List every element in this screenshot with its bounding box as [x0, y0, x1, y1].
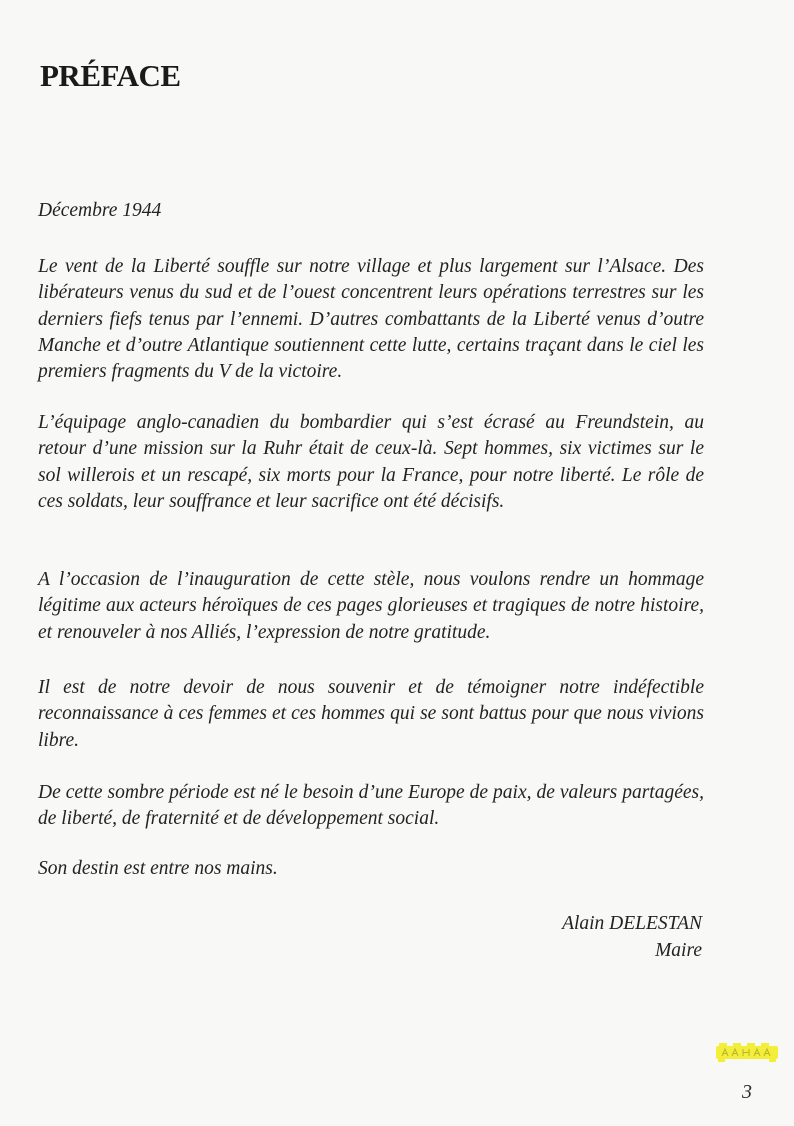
paragraph-5: De cette sombre période est né le besoin d’une Europe de paix, de valeurs partagées, de liberté, de fraternité et de développement social. [38, 782, 704, 830]
signature-block [562, 910, 702, 964]
page-title: PRÉFACE [40, 58, 181, 93]
signature-name: Alain DELESTAN [562, 913, 702, 934]
paragraph-6: Son destin est entre nos mains. [38, 858, 278, 879]
paragraph-1: Le vent de la Liberté souffle sur notre village et plus largement sur l’Alsace. Des libérateurs venus du sud et de l’ouest concentrent leurs opérations terrestres sur les derniers fiefs tenus par l’ennemi. D’autres combattants de la Liberté venus d’outre Manche et d’outre Atlantique soutiennent cette lutte, certains traçant dans le ciel les premiers fragments du V de la victoire. [38, 256, 704, 383]
signature-role: Maire [655, 940, 702, 961]
paragraph-2: L’équipage anglo-canadien du bombardier qui s’est écrasé au Freundstein, au retour d’une mission sur la Ruhr était de ceux-là. Sept hommes, six victimes sur le sol willerois et un rescapé, six morts pour la France, pour notre liberté. Le rôle de ces soldats, leur souffrance et leur sacrifice ont été décisifs. [38, 412, 704, 512]
paragraph-3: A l’occasion de l’inauguration de cette stèle, nous voulons rendre un hommage légitime aux acteurs héroïques de ces pages glorieuses et tragiques de notre histoire, et renouveler à nos Alliés, l’expression de notre gratitude. [38, 569, 704, 643]
page-number: 3 [742, 1081, 752, 1103]
paragraph-4: Il est de notre devoir de nous souvenir et de témoigner notre indéfectible reconnaissance à ces femmes et ces hommes qui se sont battus pour que nous vivions libre. [38, 677, 704, 751]
logo-badge-icon [716, 1041, 778, 1063]
date-line: Décembre 1944 [38, 200, 162, 221]
